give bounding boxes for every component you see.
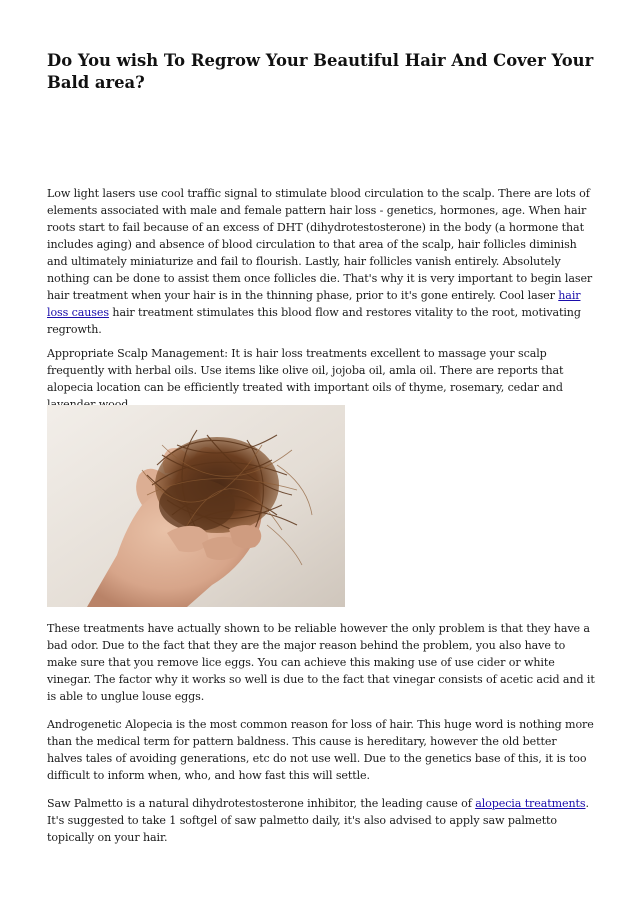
paragraph-text: hair treatment stimulates this blood flow and restores vitality to the root, motivating regrowth. [47,306,581,336]
hand-holding-hair-photo [47,405,345,607]
paragraph-androgenetic-alopecia: Androgenetic Alopecia is the most common reason for loss of hair. This huge word is nothing more than the medical term for pattern baldness. This cause is hereditary, however the old better halves tales of avoiding generations, etc do not use well. Due to the genetics base of this, it is too difficult to inform when, who, and how fast this will settle. [47,718,594,782]
paragraph-saw-palmetto [47,795,595,846]
paragraph-laser-treatment [47,185,595,338]
hair-loss-causes-link[interactable]: hair loss causes [47,289,581,319]
paragraph-text: Saw Palmetto is a natural dihydrotestosterone inhibitor, the leading cause of [47,797,476,810]
alopecia-treatments-link[interactable]: alopecia treatments [475,797,586,810]
paragraph-scalp-management: Appropriate Scalp Management: It is hair loss treatments excellent to massage your scalp frequently with herbal oils. Use items like olive oil, jojoba oil, amla oil. There are reports that alopecia location can be efficiently treated with important oils of thyme, rosemary, cedar and [47,347,564,394]
paragraph-text: . It's suggested to take 1 softgel of saw palmetto daily, it's also advised to apply saw palmetto topically on your hair. [47,797,589,844]
page-title: Do You wish To Regrow Your Beautiful Hair And Cover Your Bald area? [47,51,594,92]
paragraph-lice-treatment: These treatments have actually shown to be reliable however the only problem is that they have a bad odor. Due to the fact that they are the major reason behind the problem, you also have to make sure that you remove lice eggs. You can achieve this making use of use cider or white vinegar. The factor why it works so well is due to the fact that vinegar consists of acetic acid and it is able to unglue louse eggs. [47,622,595,703]
paragraph-text: Low light lasers use cool traffic signal to stimulate blood circulation to the scalp. There are lots of elements associated with male and female pattern hair loss - genetics, hormones, age. When hair roots start to fail because of an excess of DHT (dihydrotestosterone) in the body (a hormone that includes aging) and absence of blood circulation to that area of the scalp, hair follicles diminish and ultimately miniaturize and fail to flourish. Lastly, hair follicles vanish entirely. Absolutely nothing can be done to assist them once follicles die. That's why it is very important to begin laser hair treatment when your hair is in the thinning phase, prior to it's gone entirely. Cool laser [47,187,593,302]
